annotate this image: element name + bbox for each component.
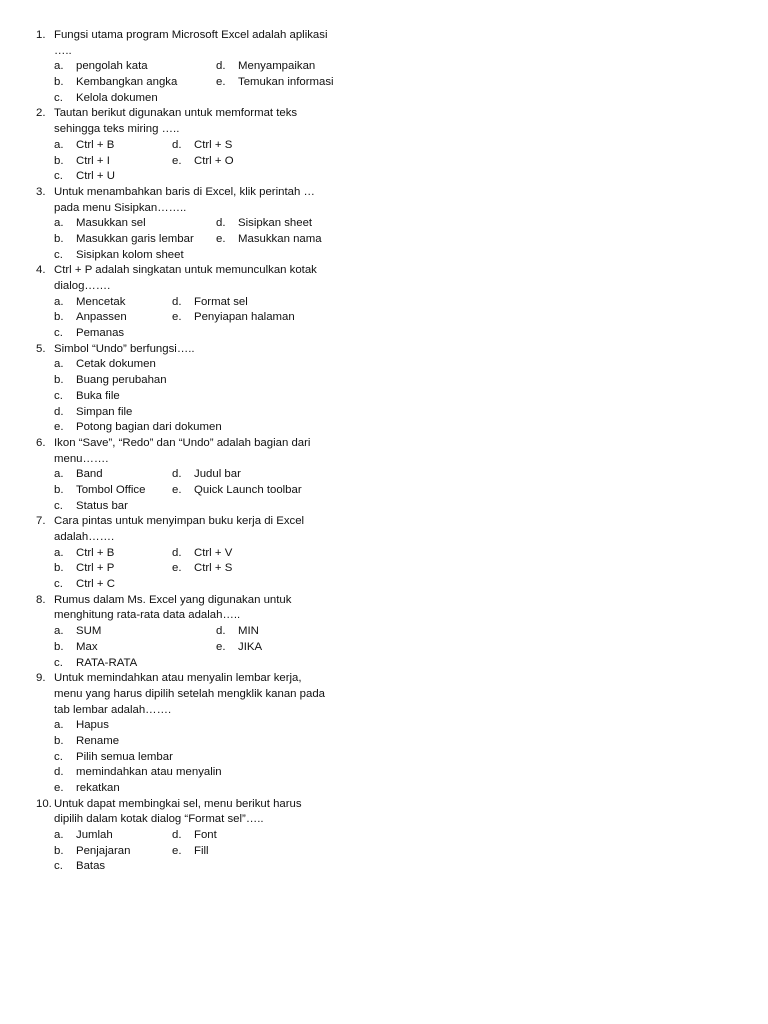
option-letter: d. [216, 625, 226, 638]
option-letter: b. [54, 562, 64, 575]
option-text: Masukkan garis lembar [76, 232, 194, 245]
option-text: Ctrl + B [76, 138, 115, 151]
option-text: Kelola dokumen [76, 91, 158, 104]
answer-options [0, 828, 768, 875]
option-letter: a. [54, 546, 64, 559]
question-number: 3. [36, 185, 46, 198]
option-letter: a. [54, 829, 64, 842]
question-item [0, 671, 768, 797]
question-number: 5. [36, 342, 46, 355]
option-text: Jumlah [76, 829, 113, 842]
question-number: 9. [36, 672, 46, 685]
option-letter: d. [216, 217, 226, 230]
option-letter: c. [54, 91, 63, 104]
option-letter: e. [216, 76, 226, 89]
question-number: 7. [36, 515, 46, 528]
answer-options [0, 357, 768, 435]
option-row [0, 561, 768, 577]
answer-options [0, 295, 768, 342]
option-letter: a. [54, 468, 64, 481]
option-letter: c. [54, 170, 63, 183]
question-text: 5. Simbol “Undo” berfungsi….. [0, 342, 768, 358]
question-text: 1. Fungsi utama program Microsoft Excel adalah aplikasi [0, 28, 768, 44]
option-text: SUM [76, 625, 102, 638]
option-row [0, 624, 768, 640]
option-text: Font [194, 829, 217, 842]
option-letter: e. [172, 311, 182, 324]
option-row [0, 483, 768, 499]
option-row [0, 467, 768, 483]
option-letter: d. [54, 405, 64, 418]
option-letter: a. [54, 295, 64, 308]
option-letter: b. [54, 374, 64, 387]
question-number: 1. [36, 29, 46, 41]
option-row [0, 420, 768, 436]
question-number: 6. [36, 436, 46, 449]
option-row [0, 640, 768, 656]
option-text: Ctrl + S [194, 562, 233, 575]
option-letter: a. [54, 138, 64, 151]
question-number: 10. [36, 797, 52, 810]
question-item [0, 797, 768, 875]
option-text: Menyampaikan [238, 60, 316, 73]
option-text: Kembangkan angka [76, 76, 178, 89]
option-row [0, 169, 768, 185]
option-letter: b. [54, 844, 64, 857]
question-text-continued: pada menu Sisipkan…….. [54, 201, 187, 214]
option-row [0, 718, 768, 734]
question-text-continued: menu yang harus dipilih setelah mengklik kanan pada [54, 687, 326, 700]
option-text: Batas [76, 860, 106, 873]
option-row [0, 828, 768, 844]
question-text-continued: tab lembar adalah……. [54, 703, 172, 716]
option-text: Judul bar [194, 468, 241, 481]
option-letter: e. [172, 562, 182, 575]
option-row [0, 546, 768, 562]
option-row [0, 389, 768, 405]
option-text: Pilih semua lembar [76, 750, 173, 763]
option-row [0, 656, 768, 672]
answer-options [0, 718, 768, 796]
option-letter: e. [172, 154, 182, 167]
option-letter: a. [54, 719, 64, 732]
answer-options [0, 138, 768, 185]
option-letter: b. [54, 232, 64, 245]
question-text: 9. Untuk memindahkan atau menyalin lembar kerja, [0, 671, 768, 687]
question-text-continued: dialog……. [54, 280, 111, 292]
option-letter: c. [54, 578, 63, 591]
option-text: Band [76, 468, 103, 481]
option-letter: e. [172, 844, 182, 857]
question-item [0, 342, 768, 436]
option-row [0, 59, 768, 75]
option-text: Pemanas [76, 327, 125, 340]
answer-options [0, 546, 768, 593]
option-letter: c. [54, 860, 63, 873]
option-letter: a. [54, 358, 64, 371]
option-text: pengolah kata [76, 60, 148, 73]
option-text: Buang perubahan [76, 374, 167, 387]
option-text: Format sel [194, 295, 248, 308]
option-row [0, 310, 768, 326]
question-text: 4. Ctrl + P adalah singkatan untuk memunculkan kotak [0, 263, 768, 279]
option-text: MIN [238, 625, 259, 638]
question-text-continued: menu……. [54, 452, 109, 465]
option-row [0, 138, 768, 154]
option-letter: c. [54, 327, 63, 340]
option-row [0, 357, 768, 373]
option-row [0, 499, 768, 515]
option-letter: c. [54, 656, 63, 669]
option-text: Sisipkan kolom sheet [76, 248, 184, 261]
option-row [0, 91, 768, 107]
question-number: 4. [36, 264, 46, 277]
answer-options [0, 467, 768, 514]
option-letter: d. [172, 546, 182, 559]
option-text: JIKA [238, 640, 263, 653]
option-text: Potong bagian dari dokumen [76, 421, 222, 434]
option-text: Masukkan nama [238, 232, 322, 245]
option-letter: b. [54, 154, 64, 167]
option-row [0, 295, 768, 311]
option-text: Mencetak [76, 295, 126, 308]
option-text: Quick Launch toolbar [194, 483, 302, 496]
option-letter: a. [54, 60, 64, 73]
option-text: Sisipkan sheet [238, 217, 313, 230]
question-text: 8. Rumus dalam Ms. Excel yang digunakan untuk [0, 593, 768, 609]
option-text: RATA-RATA [76, 656, 138, 669]
question-item [0, 436, 768, 514]
question-text: 6. Ikon “Save”, “Redo” dan “Undo” adalah bagian dari [0, 436, 768, 452]
question-text-continued: menghitung rata-rata data adalah….. [54, 609, 241, 622]
option-letter: e. [216, 232, 226, 245]
option-letter: a. [54, 217, 64, 230]
option-row [0, 577, 768, 593]
option-text: Tombol Office [76, 483, 146, 496]
option-letter: b. [54, 640, 64, 653]
option-text: Ctrl + B [76, 546, 115, 559]
option-row [0, 844, 768, 860]
option-row [0, 859, 768, 875]
option-letter: d. [172, 295, 182, 308]
option-letter: c. [54, 248, 63, 261]
option-row [0, 232, 768, 248]
question-number: 8. [36, 593, 46, 606]
option-text: Anpassen [76, 311, 127, 324]
option-letter: d. [54, 766, 64, 779]
option-text: Penjajaran [76, 844, 131, 857]
option-text: Simpan file [76, 405, 133, 418]
option-letter: e. [54, 782, 64, 794]
option-row [0, 750, 768, 766]
question-item [0, 514, 768, 592]
option-letter: c. [54, 499, 63, 512]
option-row [0, 405, 768, 421]
question-text-continued: adalah……. [54, 531, 115, 543]
option-letter: e. [54, 421, 64, 434]
option-text: Ctrl + C [76, 578, 115, 591]
answer-options [0, 216, 768, 263]
option-row [0, 373, 768, 389]
question-item [0, 106, 768, 184]
option-letter: c. [54, 389, 63, 402]
option-letter: b. [54, 483, 64, 496]
option-row [0, 154, 768, 170]
question-text: 7. Cara pintas untuk menyimpan buku kerja di Excel [0, 514, 768, 530]
answer-options [0, 59, 768, 106]
option-text: Ctrl + P [76, 562, 115, 575]
question-text-continued: ….. [54, 44, 72, 57]
option-text: Hapus [76, 719, 109, 732]
option-text: Fill [194, 844, 209, 857]
option-text: Status bar [76, 499, 128, 512]
option-text: Ctrl + S [194, 138, 233, 151]
option-text: Rename [76, 734, 120, 747]
option-row [0, 781, 768, 797]
question-item [0, 593, 768, 671]
option-text: Ctrl + O [194, 154, 234, 167]
option-text: Ctrl + U [76, 170, 115, 183]
option-text: Masukkan sel [76, 217, 146, 230]
option-letter: b. [54, 311, 64, 324]
question-text-continued: sehingga teks miring ….. [54, 123, 180, 136]
option-text: Max [76, 640, 98, 653]
question-text: 3. Untuk menambahkan baris di Excel, klik perintah … [0, 185, 768, 201]
option-row [0, 765, 768, 781]
option-letter: e. [172, 483, 182, 496]
option-row [0, 326, 768, 342]
question-text: 2. Tautan berikut digunakan untuk memformat teks [0, 106, 768, 122]
option-letter: d. [172, 468, 182, 481]
option-letter: d. [172, 829, 182, 842]
option-text: Ctrl + V [194, 546, 233, 559]
question-text: 10. Untuk dapat membingkai sel, menu berikut harus [0, 797, 768, 813]
question-item [0, 263, 768, 341]
option-letter: b. [54, 734, 64, 747]
answer-options [0, 624, 768, 671]
option-text: Buka file [76, 389, 120, 402]
option-text: Temukan informasi [238, 76, 334, 89]
option-text: Penyiapan halaman [194, 311, 295, 324]
option-row [0, 75, 768, 91]
option-text: rekatkan [76, 782, 120, 794]
option-letter: b. [54, 76, 64, 89]
option-row [0, 734, 768, 750]
option-letter: d. [172, 138, 182, 151]
option-row [0, 216, 768, 232]
option-letter: d. [216, 60, 226, 73]
option-letter: c. [54, 750, 63, 763]
option-row [0, 248, 768, 264]
option-text: memindahkan atau menyalin [76, 766, 222, 779]
question-text-continued: dipilih dalam kotak dialog “Format sel”….. [54, 813, 264, 826]
question-item [0, 28, 768, 106]
option-text: Ctrl + I [76, 154, 110, 167]
question-number: 2. [36, 107, 46, 120]
question-item [0, 185, 768, 263]
option-text: Cetak dokumen [76, 358, 156, 371]
option-letter: e. [216, 640, 226, 653]
option-letter: a. [54, 625, 64, 638]
